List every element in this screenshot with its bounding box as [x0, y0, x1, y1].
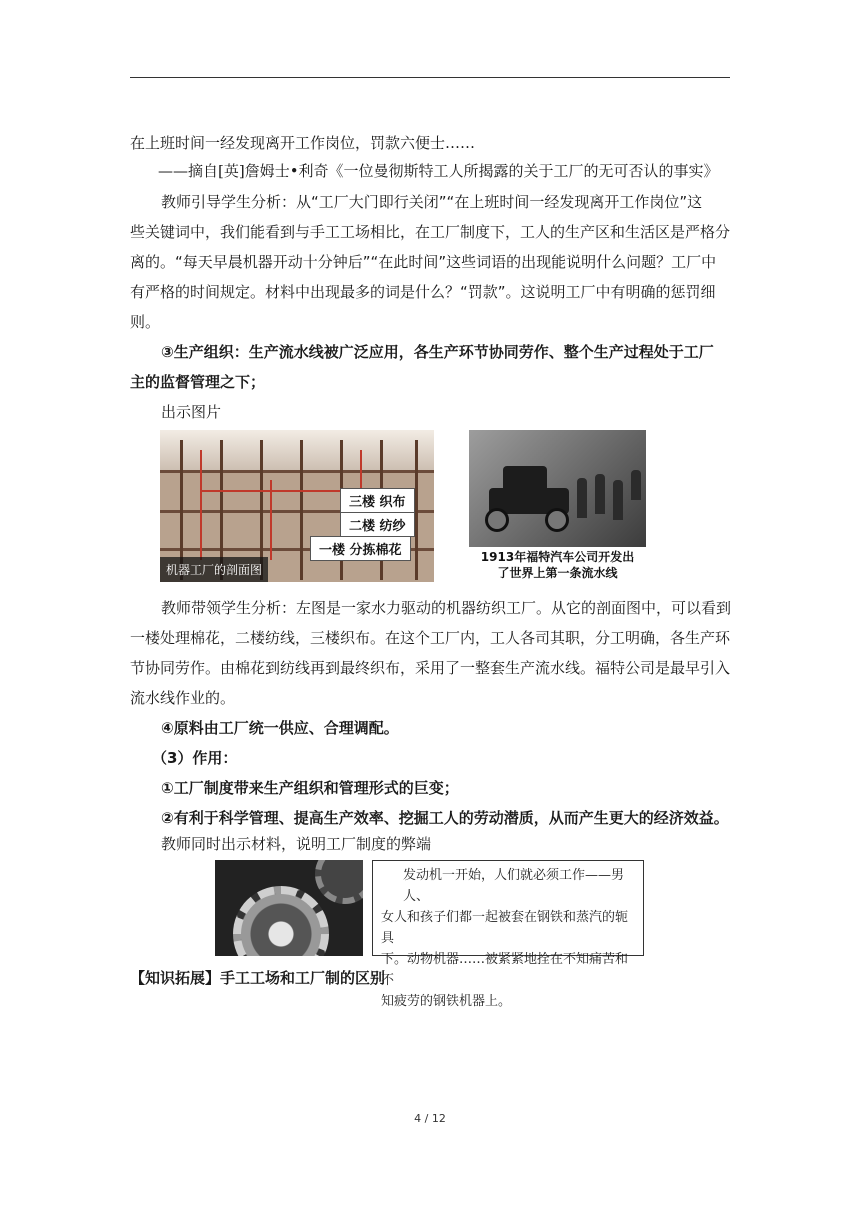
bold-point-3-cont: 主的监督管理之下；: [130, 373, 266, 391]
modern-times-gear-photo: [215, 860, 363, 956]
paragraph-line: 些关键词中，我们能看到与手工工场相比，在工厂制度下，工人的生产区和生活区是严格分: [130, 223, 731, 241]
quote-line: 知疲劳的钢铁机器上。: [381, 994, 512, 1009]
paragraph-line: 离的。“每天早晨机器开动十分钟后”“在此时间”这些词语的出现能说明什么问题？工厂中: [130, 253, 717, 271]
paragraph-line: 出示图片: [161, 403, 222, 421]
paragraph-line: 有严格的时间规定。材料中出现最多的词是什么？“罚款”。这说明工厂中有明确的惩罚细: [130, 283, 716, 301]
bold-point-3: ③生产组织：生产流水线被广泛应用，各生产环节协同劳作、整个生产过程处于工厂: [161, 343, 714, 361]
page-number: 4 / 12: [414, 1112, 446, 1125]
floor3-label: 三楼 织布: [340, 488, 415, 513]
effect-point-1: ①工厂制度带来生产组织和管理形式的巨变；: [161, 779, 459, 797]
ford-caption-line: 1913年福特汽车公司开发出: [480, 550, 635, 564]
paragraph-line: 流水线作业的。: [130, 689, 236, 707]
factory-caption: 机器工厂的剖面图: [160, 557, 268, 582]
quote-box: [372, 860, 644, 1009]
paragraph-line: 教师引导学生分析：从“工厂大门即行关闭”“在上班时间一经发现离开工作岗位”这: [161, 193, 703, 211]
ford-assembly-line-photo: [469, 430, 646, 547]
paragraph-line: 一楼处理棉花，二楼纺线，三楼织布。在这个工厂内，工人各司其职，分工明确，各生产环: [130, 629, 731, 647]
quote-text-line: 在上班时间一经发现离开工作岗位，罚款六便士……: [130, 134, 476, 152]
section-effect-heading: （3）作用：: [152, 749, 238, 767]
bold-point-4: ④原料由工厂统一供应、合理调配。: [161, 719, 399, 737]
paragraph-line: 教师带领学生分析：左图是一家水力驱动的机器纺织工厂。从它的剖面图中，可以看到: [161, 599, 732, 617]
effect-point-2: ②有利于科学管理、提高生产效率、挖掘工人的劳动潜质，从而产生更大的经济效益。: [161, 809, 729, 827]
quote-source: ——摘自[英]詹姆士•利奇《一位曼彻斯特工人所揭露的关于工厂的无可否认的事实》: [158, 162, 719, 180]
floor1-label: 一楼 分拣棉花: [310, 536, 411, 561]
quote-line: 下。动物机器……被紧紧地拴在不知痛苦和不: [381, 952, 629, 988]
knowledge-extension-heading: 【知识拓展】手工工场和工厂制的区别: [130, 969, 386, 987]
quote-line: 女人和孩子们都一起被套在钢铁和蒸汽的轭具: [381, 910, 629, 946]
ford-caption-line: 了世界上第一条流水线: [497, 566, 618, 580]
factory-cross-section-image: [160, 430, 434, 582]
quote-line: 发动机一开始，人们就必须工作——男人、: [403, 868, 625, 904]
paragraph-line: 教师同时出示材料，说明工厂制度的弊端: [161, 835, 432, 853]
paragraph-line: 则。: [130, 313, 161, 331]
floor2-label: 二楼 纺纱: [340, 512, 415, 537]
paragraph-line: 节协同劳作。由棉花到纺线再到最终织布，采用了一整套生产流水线。福特公司是最早引入: [130, 659, 731, 677]
ford-caption: [469, 549, 646, 581]
header-rule: [130, 77, 730, 78]
